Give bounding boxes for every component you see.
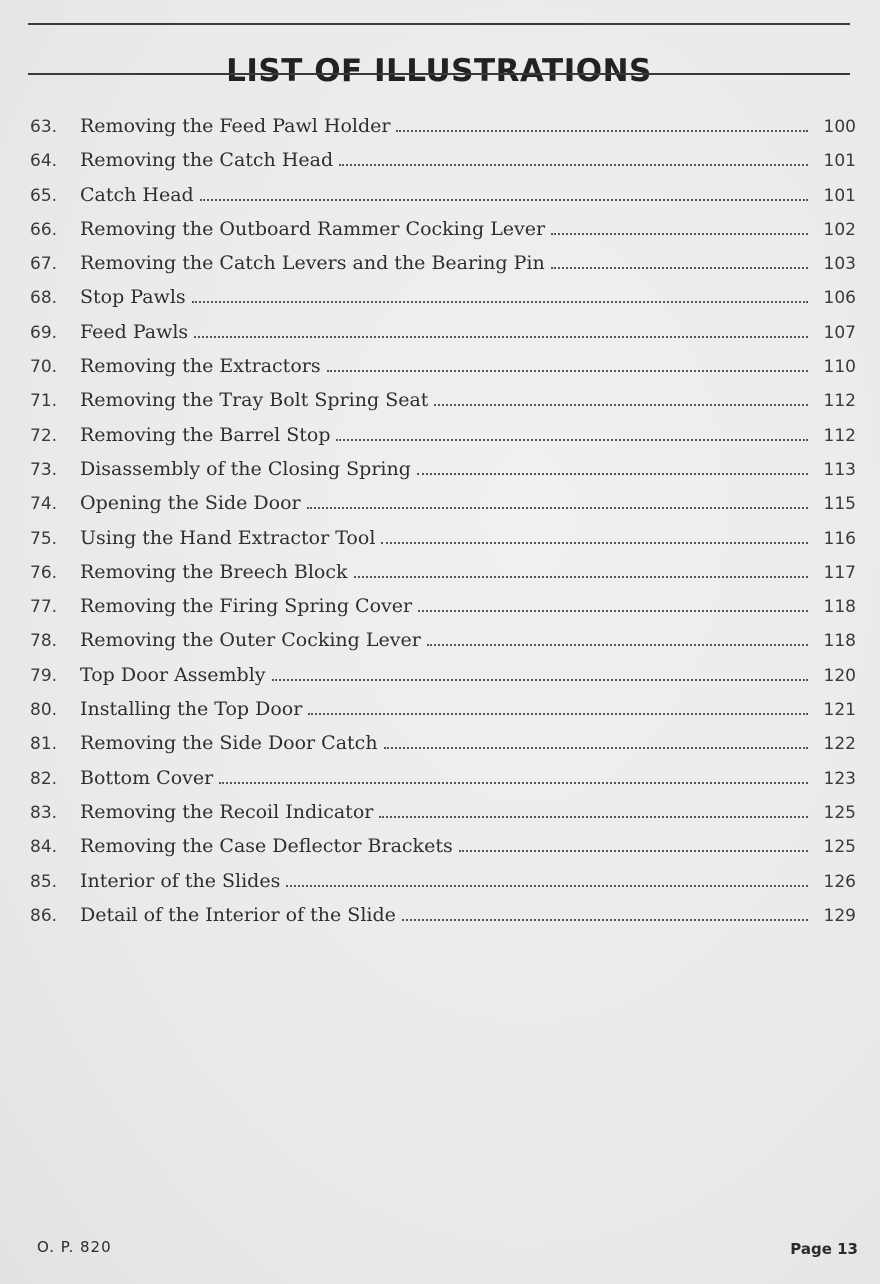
dot-leader [354,576,809,578]
list-item [30,149,856,183]
list-item [30,835,856,869]
illustration-title: Opening the Side Door [80,492,301,515]
dot-leader [427,644,808,646]
illustration-title: Disassembly of the Closing Spring [80,457,411,480]
dot-leader [434,404,808,406]
list-item [30,492,856,526]
illustration-title: Removing the Recoil Indicator [80,800,374,823]
illustration-number: 81. [30,734,58,755]
page-number: 110 [823,357,856,378]
list-item [30,664,856,698]
list-item [30,355,856,389]
illustration-number: 70. [30,357,58,378]
illustration-title: Detail of the Interior of the Slide [80,903,396,926]
list-item [30,698,856,732]
illustration-number: 64. [30,151,58,172]
illustration-title: Installing the Top Door [80,698,303,721]
page-number: 100 [823,117,856,137]
dot-leader [379,816,808,818]
page-number: 118 [823,597,856,618]
illustration-number: 79. [30,665,58,686]
illustration-title: Top Door Assembly [80,663,266,686]
dot-leader [459,850,808,852]
dot-leader [418,610,808,612]
illustration-title: Removing the Breech Block [80,560,348,583]
list-item [30,801,856,835]
illustration-title: Removing the Barrel Stop [80,423,331,446]
illustration-title: Feed Pawls [80,320,189,343]
illustration-number: 86. [30,905,58,926]
illustration-number: 76. [30,562,58,583]
dot-leader [219,782,808,784]
illustration-title: Removing the Catch Levers and the Bearing Pin [80,252,545,275]
list-item [30,629,856,663]
illustration-number: 69. [30,322,58,343]
illustration-title: Removing the Outboard Rammer Cocking Lever [80,217,546,240]
list-item [30,286,856,320]
page-number: 112 [823,425,856,446]
illustration-number: 73. [30,459,58,480]
illustration-title: Removing the Feed Pawl Holder [80,115,391,137]
page-label: Page 13 [790,1240,858,1258]
dot-leader [200,199,808,201]
dot-leader [384,747,808,749]
dot-leader [308,713,808,715]
illustration-title: Interior of the Slides [80,869,281,892]
illustration-title: Removing the Tray Bolt Spring Seat [80,389,429,412]
list-item [30,218,856,252]
top-rule [28,23,850,25]
list-item [30,767,856,801]
illustration-title: Removing the Case Deflector Brackets [80,835,453,858]
list-item [30,458,856,492]
dot-leader [307,507,808,509]
page-number: 116 [823,528,856,549]
page-number: 125 [823,802,856,823]
illustration-number: 72. [30,425,58,446]
illustration-number: 83. [30,802,58,823]
illustration-number: 84. [30,837,58,858]
dot-leader [272,679,808,681]
illustration-number: 68. [30,288,58,309]
illustration-title: Removing the Extractors [80,355,321,378]
page-number: 117 [823,562,856,583]
list-item [30,595,856,629]
list-item [30,424,856,458]
illustration-number: 75. [30,528,58,549]
illustration-title: Removing the Outer Cocking Lever [80,629,421,652]
page-number: 101 [823,185,856,206]
list-item [30,115,856,149]
illustration-title: Catch Head [80,183,194,206]
illustration-number: 71. [30,391,58,412]
dot-leader [327,370,808,372]
page-number: 101 [823,151,856,172]
list-item [30,904,856,938]
illustration-number: 85. [30,871,58,892]
illustration-title: Removing the Firing Spring Cover [80,595,413,618]
illustration-number: 78. [30,631,58,652]
illustration-number: 82. [30,768,58,789]
illustration-title: Using the Hand Extractor Tool [80,526,376,549]
list-item [30,527,856,561]
illustration-title: Removing the Side Door Catch [80,732,378,755]
illustration-number: 74. [30,494,58,515]
dot-leader [551,267,808,269]
dot-leader [336,439,808,441]
document-id: O. P. 820 [37,1238,112,1256]
illustration-number: 67. [30,254,58,275]
illustration-number: 80. [30,700,58,721]
page-title: LIST OF ILLUSTRATIONS [226,52,652,89]
page-number: 123 [823,768,856,789]
illustration-number: 77. [30,597,58,618]
dot-leader [551,233,808,235]
dot-leader [192,301,808,303]
list-item [30,184,856,218]
page-number: 122 [823,734,856,755]
page-number: 112 [823,391,856,412]
page-number: 113 [823,459,856,480]
illustrations-list [30,115,856,938]
dot-leader [194,336,808,338]
list-item [30,389,856,423]
page-number: 103 [823,254,856,275]
illustration-title: Bottom Cover [80,766,214,789]
page-number: 115 [823,494,856,515]
dot-leader [286,885,808,887]
page-number: 120 [823,665,856,686]
page-number: 118 [823,631,856,652]
dot-leader [381,542,808,544]
list-item [30,732,856,766]
illustration-title: Stop Pawls [80,286,186,309]
page-number: 121 [823,700,856,721]
illustration-number: 66. [30,219,58,240]
page-number: 125 [823,837,856,858]
illustration-number: 63. [30,117,58,137]
dot-leader [396,130,808,132]
page-number: 106 [823,288,856,309]
list-item [30,321,856,355]
illustration-number: 65. [30,185,58,206]
dot-leader [402,919,808,921]
page-number: 129 [823,905,856,926]
page-number: 126 [823,871,856,892]
list-item [30,870,856,904]
dot-leader [417,473,808,475]
title-underline-rule [28,73,850,75]
illustration-title: Removing the Catch Head [80,149,334,172]
list-item [30,252,856,286]
page-number: 107 [823,322,856,343]
list-item [30,561,856,595]
dot-leader [339,164,808,166]
page-number: 102 [823,219,856,240]
